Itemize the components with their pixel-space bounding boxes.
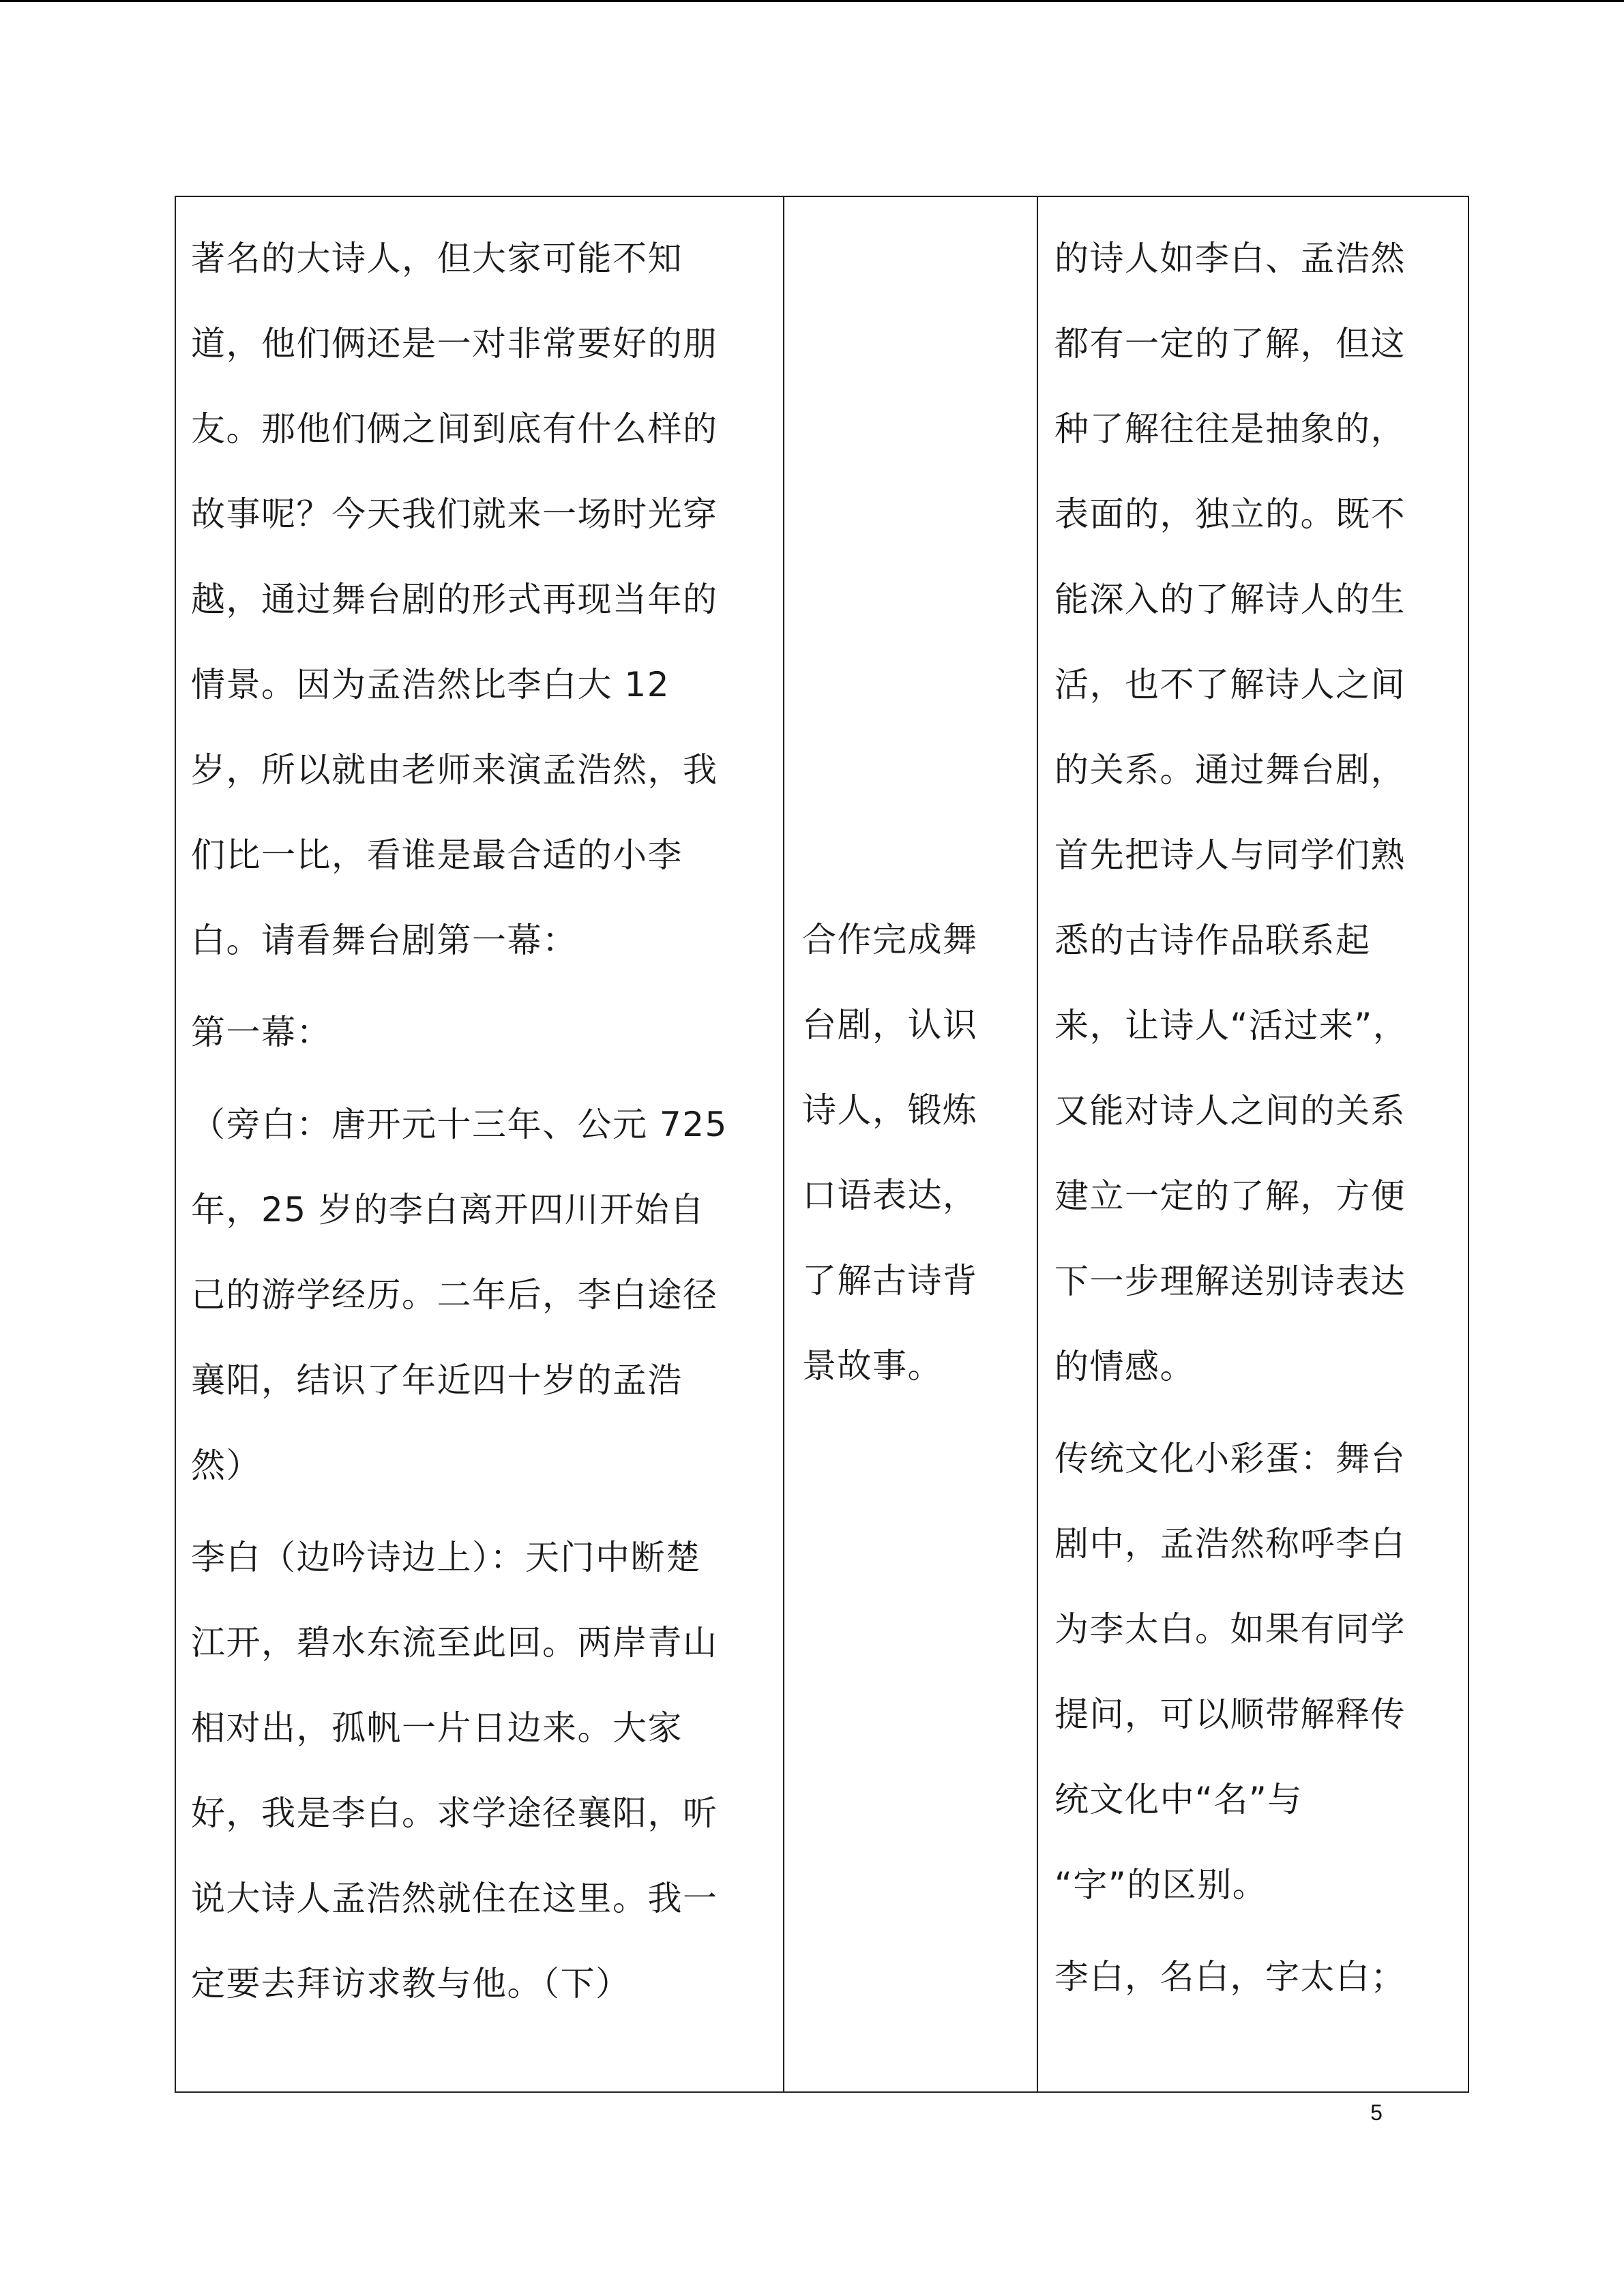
- text-line: 统文化中“名”与: [1054, 1780, 1303, 1819]
- intent-paragraph: [1054, 216, 1447, 1410]
- lesson-plan-table: [175, 196, 1469, 2093]
- text-line: 故事呢？今天我们就来一场时光穿: [191, 494, 718, 534]
- teaching-process-cell: [175, 196, 784, 2092]
- text-line: 们比一比，看谁是最合适的小李: [191, 835, 683, 875]
- design-intent-cell: [1037, 196, 1468, 2092]
- text-line: 剧中，孟浩然称呼李白: [1054, 1524, 1406, 1564]
- text-line: 表面的，独立的。既不: [1054, 494, 1406, 534]
- text-line: 景故事。: [802, 1346, 943, 1386]
- page-number: 5: [1370, 2100, 1383, 2125]
- text-line: 悉的古诗作品联系起: [1054, 921, 1371, 960]
- text-line: 道，他们俩还是一对非常要好的朋: [191, 324, 718, 363]
- text-line: 著名的大诗人，但大家可能不知: [191, 239, 683, 278]
- intro-paragraph: [191, 216, 769, 983]
- text-line: 又能对诗人之间的关系: [1054, 1091, 1406, 1131]
- text-line: 李白（边吟诗边上）：天门中断楚: [191, 1538, 701, 1577]
- text-line: 了解古诗背: [802, 1261, 978, 1300]
- text-line: 诗人，锻炼: [802, 1090, 978, 1130]
- text-line: 口语表达，: [802, 1176, 978, 1215]
- text-line: “字”的区别。: [1054, 1865, 1268, 1905]
- text-line: 种了解往往是抽象的，: [1054, 409, 1406, 449]
- culture-note-paragraph: [1054, 1416, 1447, 1928]
- text-line: 活，也不了解诗人之间: [1054, 665, 1406, 704]
- text-line: 台剧，认识: [802, 1005, 978, 1045]
- scene-heading: 第一幕：: [191, 1013, 331, 1052]
- text-line: 岁，所以就由老师来演孟浩然，我: [191, 750, 718, 790]
- text-line: 江开，碧水东流至此回。两岸青山: [191, 1623, 718, 1663]
- text-line: 白。请看舞台剧第一幕：: [191, 921, 578, 960]
- text-line: 好，我是李白。求学途径襄阳，听: [191, 1793, 718, 1833]
- text-line: 年，25 岁的李白离开四川开始自: [191, 1190, 705, 1229]
- text-line: 提问，可以顺带解释传: [1054, 1695, 1406, 1734]
- text-line: 传统文化小彩蛋：舞台: [1054, 1439, 1406, 1478]
- text-line: 能深入的了解诗人的生: [1054, 580, 1406, 619]
- text-line: 为李太白。如果有同学: [1054, 1609, 1406, 1649]
- text-line: 建立一定的了解，方便: [1054, 1176, 1406, 1216]
- text-line: 定要去拜访求教与他。（下）: [191, 1964, 631, 2003]
- text-line: 友。那他们俩之间到底有什么样的: [191, 409, 718, 449]
- text-line: 的情感。: [1054, 1347, 1195, 1386]
- text-line: 己的游学经历。二年后，李白途径: [191, 1275, 718, 1315]
- activity-paragraph: [802, 897, 978, 1409]
- libai-dialogue-paragraph: [191, 1515, 769, 2027]
- text-line: （旁白：唐开元十三年、公元 725: [191, 1105, 728, 1144]
- text-line: 合作完成舞: [802, 920, 978, 959]
- text-line: 的诗人如李白、孟浩然: [1054, 239, 1406, 278]
- text-line: 襄阳，结识了年近四十岁的孟浩: [191, 1360, 683, 1400]
- text-line: 来，让诗人“活过来”，: [1054, 1006, 1408, 1045]
- text-line: 说大诗人孟浩然就住在这里。我一: [191, 1879, 718, 1918]
- student-activity-cell: [784, 196, 1037, 2092]
- name-explanation-line: 李白，名白，字太白；: [1054, 1957, 1406, 1997]
- text-line: 的关系。通过舞台剧，: [1054, 750, 1406, 790]
- text-line: 相对出，孤帆一片日边来。大家: [191, 1708, 683, 1748]
- text-line: 越，通过舞台剧的形式再现当年的: [191, 580, 718, 619]
- text-line: 都有一定的了解，但这: [1054, 324, 1406, 363]
- top-border-line: [0, 0, 1624, 2]
- text-line: 下一步理解送别诗表达: [1054, 1262, 1406, 1301]
- narration-paragraph: [191, 1082, 769, 1508]
- text-line: 情景。因为孟浩然比李白大 12: [191, 665, 670, 704]
- text-line: 然）: [191, 1446, 261, 1485]
- table-row: [175, 196, 1468, 2092]
- text-line: 首先把诗人与同学们熟: [1054, 835, 1406, 875]
